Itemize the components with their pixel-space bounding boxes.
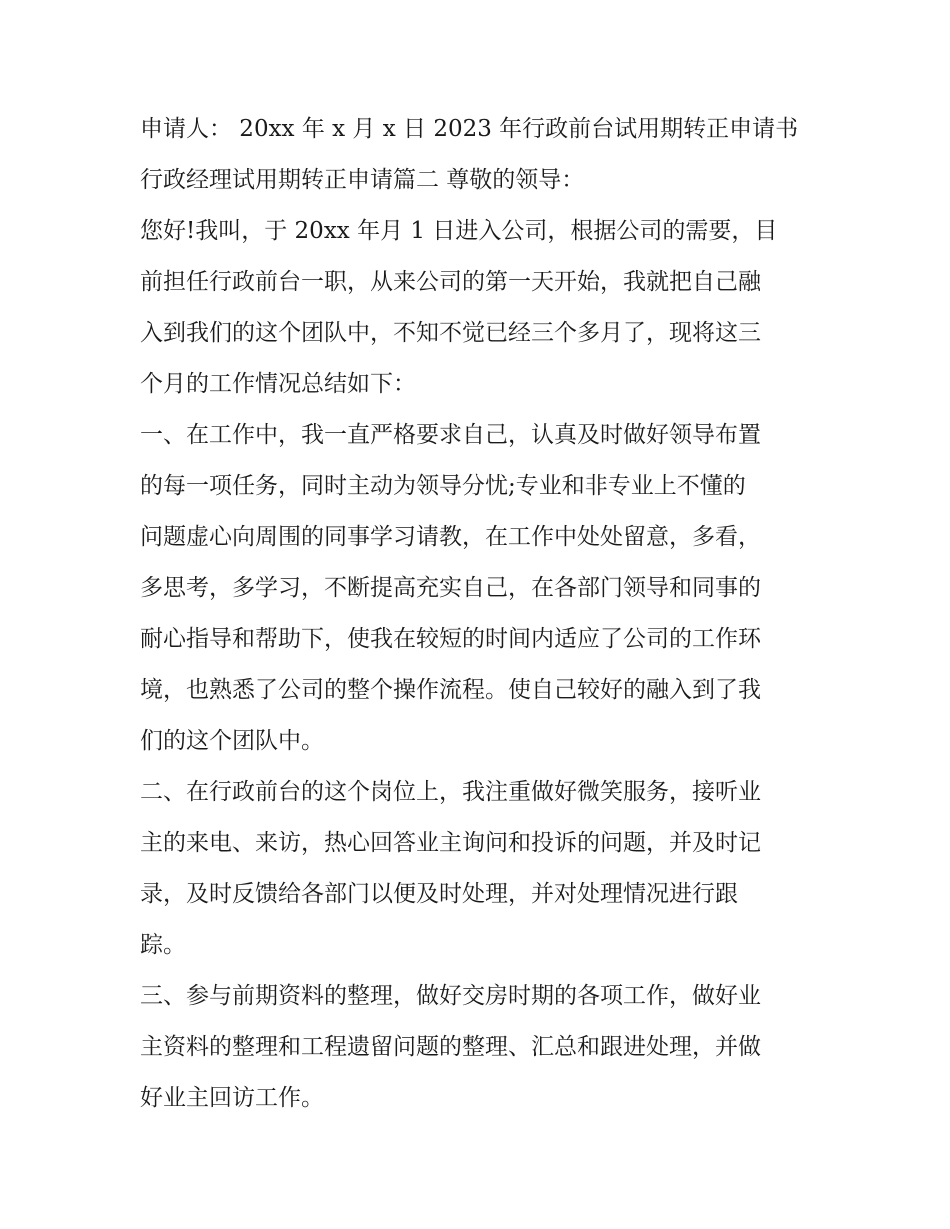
text-line-8: 的每一项任务，同时主动为领导分忧;专业和非专业上不懂的 [140, 473, 746, 499]
text-line-12: 境，也熟悉了公司的整个操作流程。使自己较好的融入到了我 [140, 677, 761, 703]
text-line-3: 您好!我叫，于 20xx 年月 1 日进入公司，根据公司的需要，目 [140, 218, 778, 244]
text-line-6: 个月的工作情况总结如下： [140, 371, 416, 397]
text-line-2: 行政经理试用期转正申请篇二 尊敬的领导： [140, 167, 585, 193]
text-line-1: 申请人： 20xx 年 x 月 x 日 2023 年行政前台试用期转正申请书 [140, 116, 799, 142]
text-line-19: 主资料的整理和工程遗留问题的整理、汇总和跟进处理，并做 [140, 1034, 761, 1060]
text-line-4: 前担任行政前台一职，从来公司的第一天开始，我就把自己融 [140, 269, 761, 295]
text-line-14: 二、在行政前台的这个岗位上，我注重做好微笑服务，接听业 [140, 779, 761, 805]
text-line-5: 入到我们的这个团队中，不知不觉已经三个多月了，现将这三 [140, 320, 761, 346]
text-line-15: 主的来电、来访，热心回答业主询问和投诉的问题，并及时记 [140, 830, 761, 856]
text-line-16: 录，及时反馈给各部门以便及时处理，并对处理情况进行跟 [140, 881, 738, 907]
text-line-17: 踪。 [140, 932, 186, 958]
text-line-7: 一、在工作中，我一直严格要求自己，认真及时做好领导布置 [140, 422, 761, 448]
text-line-9: 问题虚心向周围的同事学习请教，在工作中处处留意，多看， [140, 524, 761, 550]
document-body [140, 104, 820, 1124]
text-line-10: 多思考，多学习，不断提高充实自己，在各部门领导和同事的 [140, 575, 761, 601]
text-line-13: 们的这个团队中。 [140, 728, 324, 754]
text-line-11: 耐心指导和帮助下，使我在较短的时间内适应了公司的工作环 [140, 626, 761, 652]
text-line-18: 三、参与前期资料的整理，做好交房时期的各项工作，做好业 [140, 983, 761, 1009]
text-line-20: 好业主回访工作。 [140, 1085, 324, 1111]
